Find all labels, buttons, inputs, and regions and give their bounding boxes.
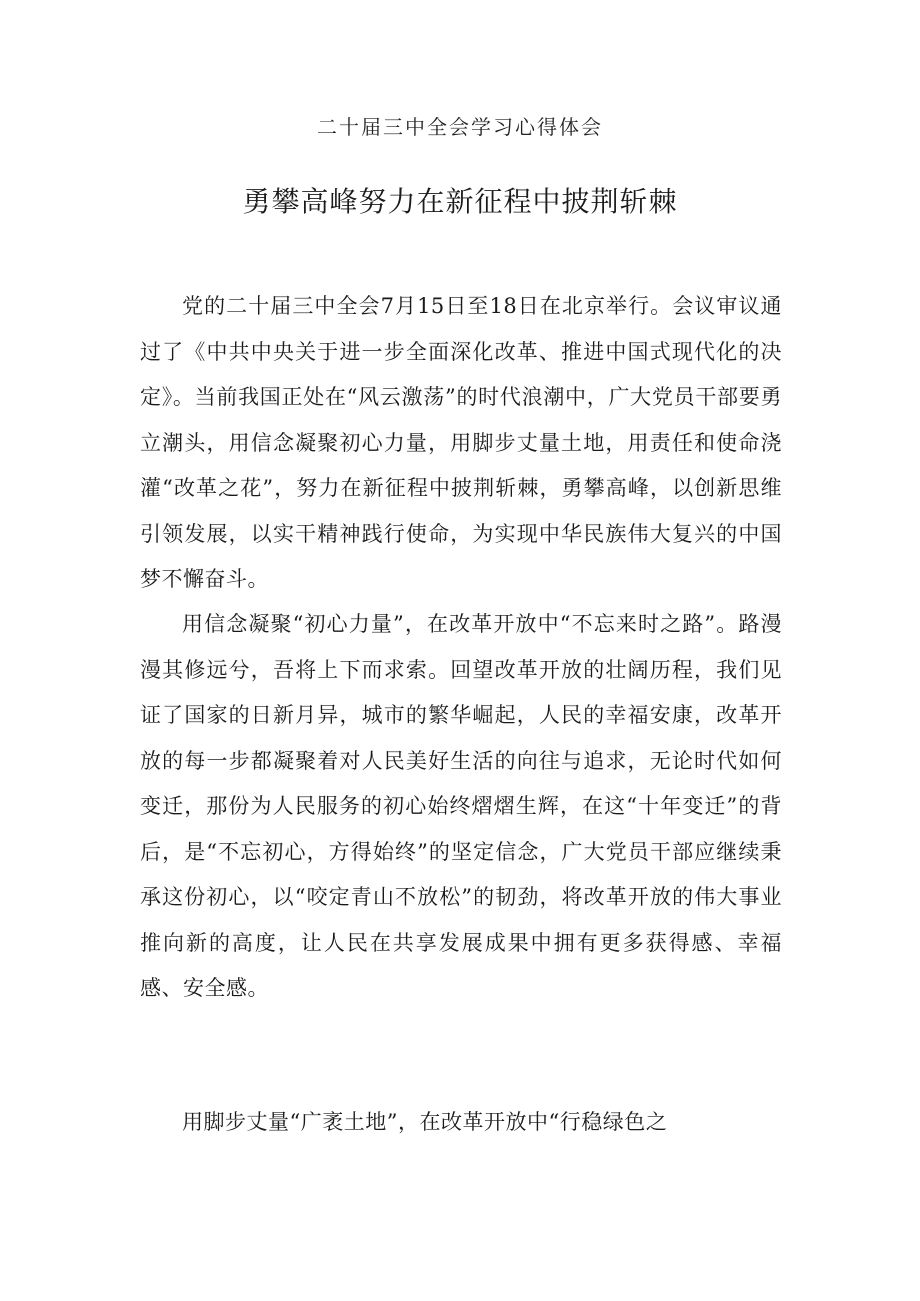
body-paragraph: 用信念凝聚“初心力量”，在改革开放中“不忘来时之路”。路漫漫其修远兮，吾将上下而求索。回望改革开放的壮阔历程，我们见证了国家的日新月异，城市的繁华崛起，人民的幸福安康，改革开放的每一步都凝聚着对人民美好生活的向往与追求，无论时代如何变迁，那份为人民服务的初心始终熠熠生辉，在这“十年变迁”的背后，是“不忘初心，方得始终”的坚定信念，广大党员干部应继续秉承这份初心，以“咬定青山不放松”的韧劲，将改革开放的伟大事业推向新的高度，让人民在共享发展成果中拥有更多获得感、幸福感、安全感。	[140, 612, 782, 1000]
body-paragraph: 用脚步丈量“广袤土地”，在改革开放中“行稳绿色之	[182, 1110, 668, 1134]
document-subtitle: 二十届三中全会学习心得体会	[317, 115, 603, 139]
paragraph-2-container	[140, 602, 782, 1012]
paragraph-3-container	[140, 1100, 782, 1146]
paragraph-1-container	[140, 284, 782, 603]
body-paragraph: 党的二十届三中全会7月15日至18日在北京举行。会议审议通过了《中共中央关于进一步全面深化改革、推进中国式现代化的决定》。当前我国正处在“风云激荡”的时代浪潮中，广大党员干部要勇立潮头，用信念凝聚初心力量，用脚步丈量土地，用责任和使命浇灌“改革之花”，努力在新征程中披荆斩棘，勇攀高峰，以创新思维引领发展，以实干精神践行使命，为实现中华民族伟大复兴的中国梦不懈奋斗。	[140, 294, 782, 591]
document-title: 勇攀高峰努力在新征程中披荆斩棘	[242, 185, 678, 218]
